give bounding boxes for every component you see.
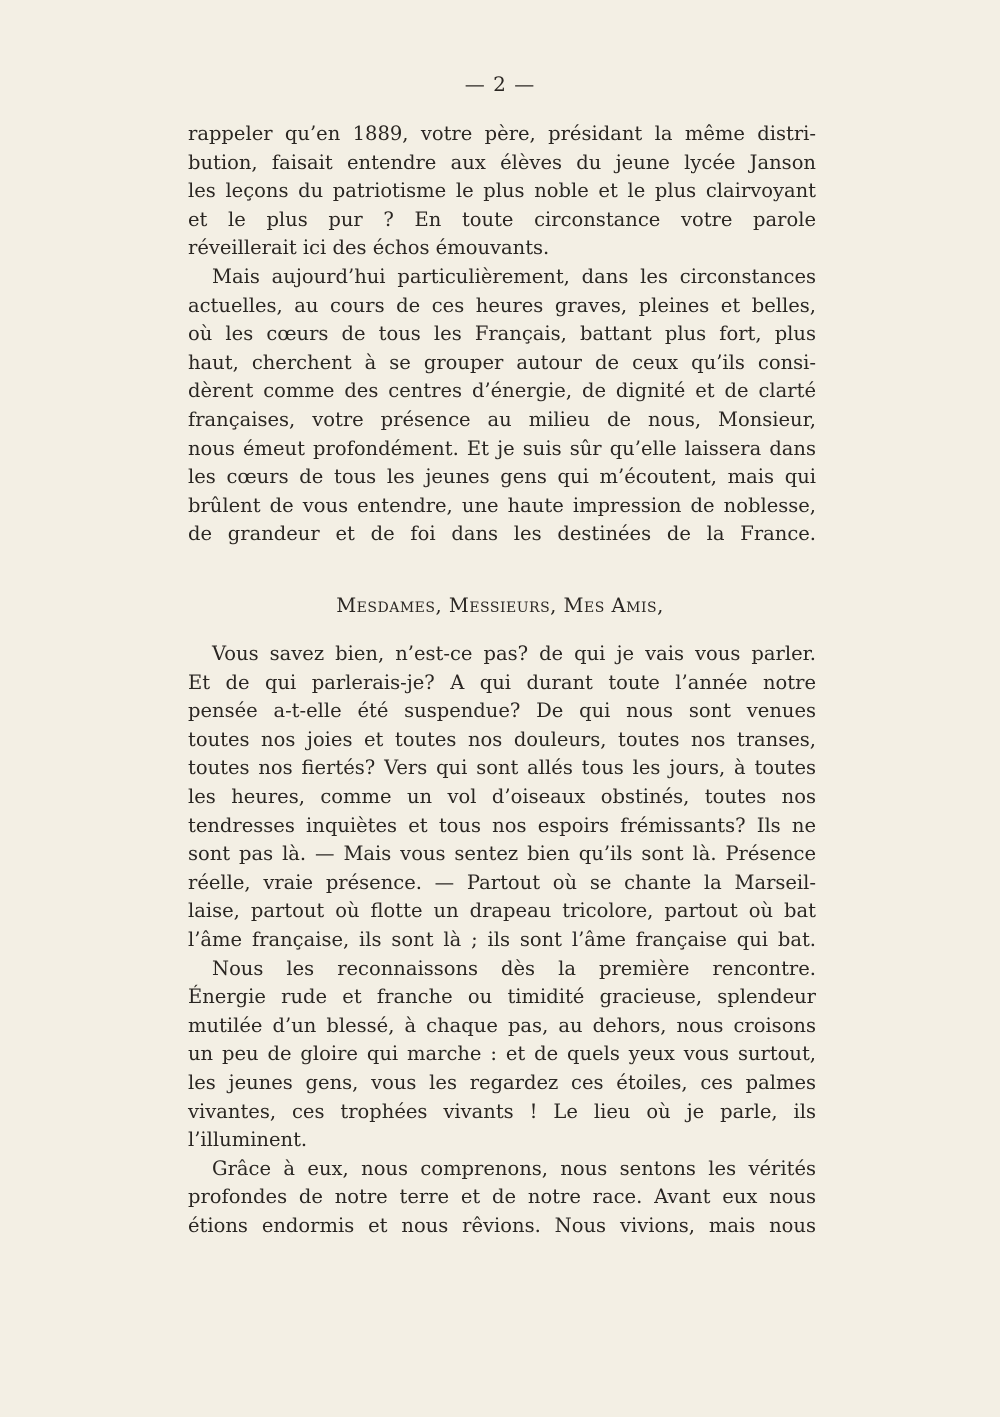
text-line: Énergie rude et franche ou timidité gracieuse, splendeur [188,985,816,1009]
text-line: brûlent de vous entendre, une haute impression de noblesse, [188,493,816,517]
text-line: les leçons du patriotisme le plus noble et le plus clairvoyant [188,179,816,203]
text-line: les cœurs de tous les jeunes gens qui m’écoutent, mais qui [188,465,816,489]
text-line: Grâce à eux, nous comprenons, nous sentons les vérités [212,1156,816,1180]
text-line: Mais aujourd’hui particulièrement, dans les circonstances [212,264,816,288]
text-line: réveillerait ici des échos émouvants. [188,236,550,260]
text-line: et le plus pur ? En toute circonstance votre parole [188,207,816,231]
text-line: Nous les reconnaissons dès la première rencontre. [212,956,816,980]
text-line: de grandeur et de foi dans les destinées de la France. [188,522,816,546]
text-line: dèrent comme des centres d’énergie, de dignité et de clarté [188,379,816,403]
page-number: — 2 — [464,72,536,96]
text-line: toutes nos joies et toutes nos douleurs, toutes nos transes, [188,727,816,751]
text-line: l’âme française, ils sont là ; ils sont l’âme française qui bat. [188,927,816,951]
text-line: Vous savez bien, n’est-ce pas? de qui je vais vous parler. [212,642,816,665]
text-line: actuelles, au cours de ces heures graves, pleines et belles, [188,293,816,317]
text-line: bution, faisait entendre aux élèves du jeune lycée Janson [188,150,816,174]
text-line: Et de qui parlerais-je? A qui durant toute l’année notre [188,670,816,694]
body-text-bottom [188,640,816,1240]
text-line: françaises, votre présence au milieu de nous, Monsieur, [188,407,816,431]
address-heading: Mesdames, Messieurs, Mes Amis, [336,594,664,617]
text-line: l’illuminent. [188,1128,308,1152]
text-line: pensée a-t-elle été suspendue? De qui nous sont venues [188,699,816,723]
text-line: mutilée d’un blessé, à chaque pas, au dehors, nous croisons [188,1013,816,1037]
text-line: rappeler qu’en 1889, votre père, présidant la même distri- [188,122,816,145]
text-line: toutes nos fiertés? Vers qui sont allés tous les jours, à toutes [188,756,816,780]
text-line: un peu de gloire qui marche : et de quels yeux vous surtout, [188,1042,816,1066]
text-line: réelle, vraie présence. — Partout où se chante la Marseil- [188,870,816,894]
text-line: étions endormis et nous rêvions. Nous vivions, mais nous [188,1213,816,1237]
text-line: vivantes, ces trophées vivants ! Le lieu où je parle, ils [188,1099,816,1123]
text-line: nous émeut profondément. Et je suis sûr qu’elle laissera dans [188,436,816,460]
text-line: les heures, comme un vol d’oiseaux obstinés, toutes nos [188,784,816,808]
text-line: laise, partout où flotte un drapeau tricolore, partout où bat [188,899,816,923]
text-line: tendresses inquiètes et tous nos espoirs frémissants? Ils ne [188,813,816,837]
text-line: profondes de notre terre et de notre race. Avant eux nous [188,1185,816,1209]
body-text-top [188,120,816,549]
text-line: où les cœurs de tous les Français, battant plus fort, plus [188,322,816,346]
text-line: les jeunes gens, vous les regardez ces étoiles, ces palmes [188,1070,816,1094]
text-line: sont pas là. — Mais vous sentez bien qu’ils sont là. Présence [188,842,816,866]
text-line: haut, cherchent à se grouper autour de ceux qu’ils consi- [188,350,816,374]
